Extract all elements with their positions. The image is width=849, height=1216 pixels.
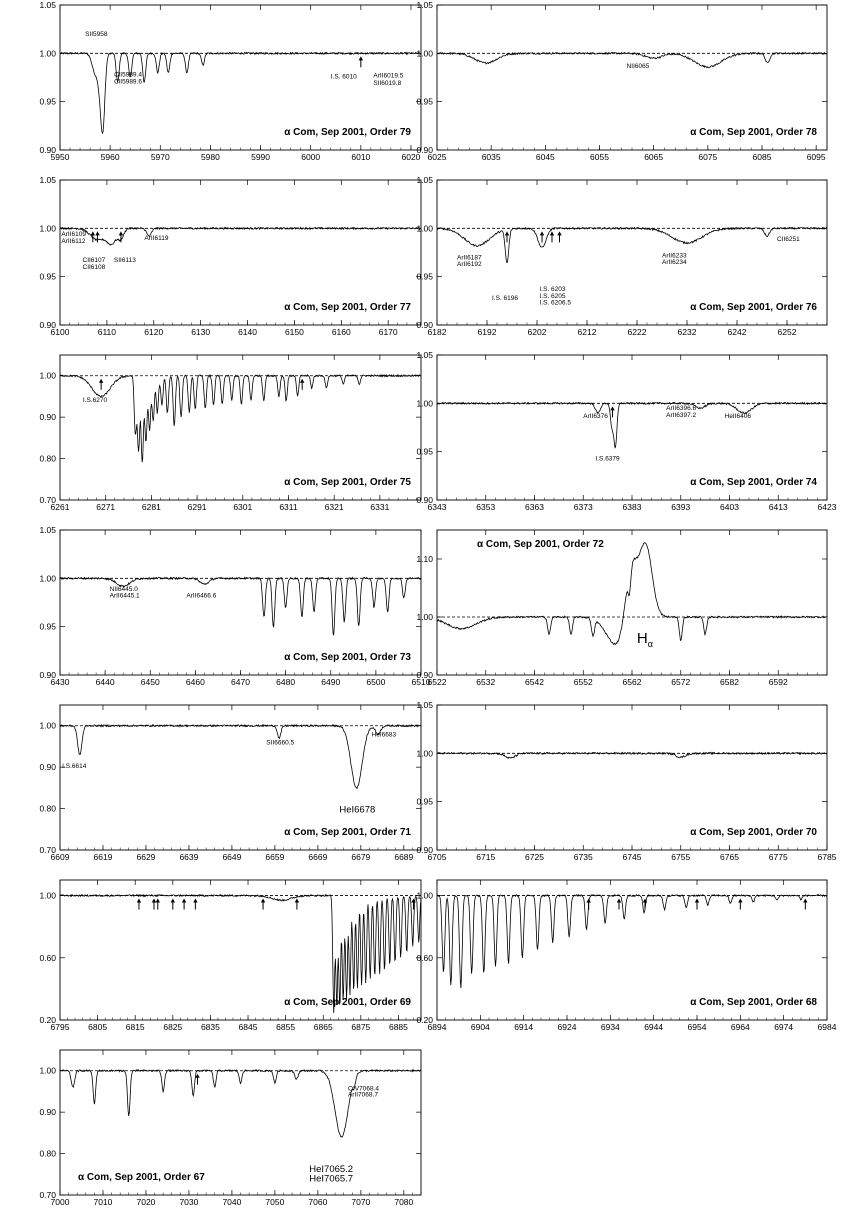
y-tick-label: 0.90: [416, 495, 433, 505]
line-annotation: I.S. 6196: [492, 294, 519, 302]
x-tick-label: 6150: [284, 327, 304, 337]
line-annotation: I.S. 6205: [539, 292, 566, 300]
chart-panel-4: [416, 175, 827, 337]
x-tick-label: 6619: [93, 852, 113, 862]
y-tick-label: 0.80: [39, 453, 56, 464]
x-tick-label: 6045: [535, 152, 555, 162]
line-annotation: ClI5989.4: [114, 71, 142, 79]
x-tick-label: 6924: [557, 1022, 577, 1032]
chart-panel-13: [39, 1050, 421, 1207]
x-tick-label: 6490: [321, 677, 341, 687]
x-tick-label: 6805: [88, 1022, 108, 1032]
line-annotation: I.S.6270: [82, 396, 108, 404]
x-tick-label: 6755: [671, 852, 691, 862]
y-tick-label: 1.00: [416, 48, 433, 59]
x-tick-label: 6532: [476, 677, 496, 687]
line-annotation: ArII6396.6: [666, 405, 697, 413]
x-tick-label: 6689: [394, 852, 414, 862]
chart-panel-7: [39, 525, 430, 687]
x-tick-label: 6904: [470, 1022, 490, 1032]
chart-panel-12: [416, 880, 836, 1032]
y-tick-label: 1.00: [39, 720, 56, 731]
x-tick-label: 6430: [50, 677, 70, 687]
x-tick-label: 7010: [93, 1197, 113, 1207]
x-tick-label: 6735: [573, 852, 593, 862]
line-annotation: CII6108: [82, 263, 106, 271]
x-tick-label: 6110: [97, 327, 117, 337]
x-tick-label: 6845: [238, 1022, 258, 1032]
x-tick-label: 6480: [276, 677, 296, 687]
x-tick-label: 6130: [191, 327, 211, 337]
x-tick-label: 6964: [730, 1022, 750, 1032]
x-tick-label: 6331: [370, 502, 390, 512]
x-tick-label: 6170: [378, 327, 398, 337]
x-tick-label: 6954: [687, 1022, 707, 1032]
y-tick-label: 1.00: [416, 223, 433, 234]
line-annotation: SII6113: [113, 257, 136, 265]
x-tick-label: 5980: [200, 152, 220, 162]
x-tick-label: 6182: [427, 327, 447, 337]
chart-title: α Com, Sep 2001, Order 71: [284, 827, 411, 838]
x-tick-label: 7070: [351, 1197, 371, 1207]
line-annotation: ClI5989.6: [114, 78, 142, 86]
y-tick-label: 1.05: [416, 175, 433, 185]
x-tick-label: 6301: [233, 502, 253, 512]
x-tick-label: 6765: [720, 852, 739, 862]
x-tick-label: 6363: [525, 502, 544, 512]
chart-title: α Com, Sep 2001, Order 70: [690, 827, 817, 838]
chart-panel-8: [416, 530, 827, 687]
x-tick-label: 6639: [179, 852, 199, 862]
x-tick-label: 6065: [644, 152, 664, 162]
y-tick-label: 0.20: [416, 1015, 433, 1025]
line-annotation: ArII6445.1: [109, 592, 140, 600]
x-tick-label: 6393: [671, 502, 691, 512]
line-annotation: OIV7068.4: [347, 1085, 380, 1093]
x-tick-label: 6875: [351, 1022, 371, 1032]
y-tick-label: 0.95: [39, 271, 56, 282]
x-tick-label: 6795: [50, 1022, 70, 1032]
line-annotation: ArII6233: [662, 252, 687, 260]
line-annotation: CII6251: [777, 235, 800, 243]
x-tick-label: 6542: [525, 677, 544, 687]
x-tick-label: 6572: [671, 677, 691, 687]
line-annotation: I.S.6614: [62, 762, 87, 770]
plot-frame: [437, 530, 827, 675]
x-tick-label: 6252: [777, 327, 797, 337]
x-tick-label: 6450: [140, 677, 160, 687]
chart-panel-6: [416, 350, 836, 512]
x-tick-label: 6914: [514, 1022, 534, 1032]
chart-title: α Com, Sep 2001, Order 78: [690, 127, 817, 138]
x-tick-label: 6403: [720, 502, 739, 512]
x-tick-label: 6120: [144, 327, 164, 337]
line-annotation: I.S. 6010: [330, 73, 357, 81]
y-tick-label: 1.00: [39, 223, 56, 234]
x-tick-label: 7040: [222, 1197, 242, 1207]
chart-panel-1: [39, 0, 421, 162]
x-tick-label: 6010: [351, 152, 371, 162]
x-tick-label: 6934: [600, 1022, 620, 1032]
x-tick-label: 7000: [50, 1197, 70, 1207]
y-tick-label: 0.80: [39, 1148, 56, 1159]
x-tick-label: 7080: [394, 1197, 414, 1207]
y-tick-label: 0.90: [416, 845, 433, 855]
x-tick-label: 5970: [150, 152, 170, 162]
y-tick-label: 0.95: [416, 96, 433, 107]
line-annotation: ArII6019.5: [373, 72, 404, 80]
y-tick-label: 1.00: [39, 573, 56, 584]
x-tick-label: 7060: [308, 1197, 328, 1207]
line-annotation: HeI6678: [339, 804, 376, 816]
y-tick-label: 0.70: [39, 1190, 56, 1200]
y-tick-label: 1.00: [39, 48, 56, 59]
chart-panel-2: [416, 0, 827, 162]
x-tick-label: 6000: [301, 152, 321, 162]
line-annotation: ArII6376: [583, 412, 608, 420]
y-tick-label: 0.70: [39, 495, 56, 505]
x-tick-label: 6825: [163, 1022, 183, 1032]
x-tick-label: 6552: [573, 677, 593, 687]
x-tick-label: 6202: [527, 327, 547, 337]
x-tick-label: 6291: [187, 502, 207, 512]
line-annotation: CII6107: [82, 257, 106, 265]
x-tick-label: 5960: [100, 152, 120, 162]
y-tick-label: 0.90: [416, 670, 433, 680]
x-tick-label: 6383: [622, 502, 642, 512]
x-tick-label: 6321: [324, 502, 344, 512]
x-tick-label: 6974: [774, 1022, 794, 1032]
x-tick-label: 6592: [768, 677, 788, 687]
line-annotation: HeI6683: [371, 731, 397, 739]
x-tick-label: 6192: [477, 327, 497, 337]
line-annotation: ArII6109: [61, 231, 86, 239]
x-tick-label: 6100: [50, 327, 70, 337]
chart-panel-3: [39, 175, 421, 337]
x-tick-label: 6271: [96, 502, 116, 512]
y-tick-label: 0.90: [39, 412, 56, 423]
chart-title: α Com, Sep 2001, Order 67: [78, 1172, 205, 1183]
y-tick-label: 0.20: [39, 1015, 56, 1025]
y-tick-label: 0.90: [39, 145, 56, 155]
chart-title: α Com, Sep 2001, Order 74: [690, 477, 817, 488]
line-annotation: ArII6187: [457, 254, 482, 262]
x-tick-label: 6835: [200, 1022, 220, 1032]
x-tick-label: 6659: [265, 852, 285, 862]
x-tick-label: 5990: [251, 152, 271, 162]
chart-panel-11: [39, 880, 421, 1032]
y-tick-label: 1.00: [416, 398, 433, 409]
y-tick-label: 1.05: [416, 350, 433, 360]
x-tick-label: 5950: [50, 152, 70, 162]
x-tick-label: 6775: [768, 852, 788, 862]
line-annotation: I.S.6379: [595, 455, 620, 463]
x-tick-label: 6095: [806, 152, 826, 162]
x-tick-label: 6440: [95, 677, 115, 687]
x-tick-label: 6815: [125, 1022, 145, 1032]
line-annotation: SII6019.8: [373, 80, 402, 88]
x-tick-label: 6222: [627, 327, 647, 337]
line-annotation: NII6445.0: [109, 585, 138, 593]
y-tick-label: 1.05: [39, 525, 56, 535]
chart-panel-10: [416, 700, 836, 862]
line-annotation: ArII6112: [61, 237, 86, 245]
x-tick-label: 6423: [817, 502, 837, 512]
y-tick-label: 1.10: [416, 554, 433, 564]
y-tick-label: 0.90: [39, 670, 56, 680]
y-tick-label: 1.05: [416, 700, 433, 710]
x-tick-label: 6715: [476, 852, 496, 862]
x-tick-label: 6609: [50, 852, 70, 862]
x-tick-label: 6140: [238, 327, 257, 337]
x-tick-label: 6212: [577, 327, 597, 337]
x-tick-label: 6562: [622, 677, 642, 687]
line-annotation: ArII6119: [144, 234, 169, 242]
y-tick-label: 0.95: [39, 96, 56, 107]
line-annotation: ArII6192: [457, 261, 482, 269]
x-tick-label: 7050: [265, 1197, 285, 1207]
y-tick-label: 0.95: [416, 446, 433, 457]
x-tick-label: 6944: [644, 1022, 664, 1032]
line-annotation: HeI7065.7: [309, 1173, 354, 1185]
y-tick-label: 0.90: [39, 1107, 56, 1118]
x-tick-label: 6413: [768, 502, 788, 512]
x-tick-label: 6500: [366, 677, 386, 687]
x-tick-label: 6894: [427, 1022, 447, 1032]
x-tick-label: 6242: [727, 327, 747, 337]
x-tick-label: 6470: [231, 677, 250, 687]
y-tick-label: 1.00: [39, 1065, 56, 1076]
x-tick-label: 6705: [427, 852, 447, 862]
y-tick-label: 0.90: [39, 762, 56, 773]
y-tick-label: 0.70: [39, 845, 56, 855]
y-tick-label: 1.05: [39, 175, 56, 185]
y-tick-label: 1.00: [39, 370, 56, 381]
line-annotation: ArII6466.6: [186, 592, 217, 600]
x-tick-label: 6629: [136, 852, 156, 862]
line-annotation: SII6660.5: [266, 739, 295, 747]
y-tick-label: 0.90: [416, 320, 433, 330]
chart-title: α Com, Sep 2001, Order 69: [284, 997, 411, 1008]
x-tick-label: 6373: [573, 502, 593, 512]
x-tick-label: 6160: [331, 327, 351, 337]
x-tick-label: 6885: [388, 1022, 408, 1032]
x-tick-label: 6649: [222, 852, 242, 862]
chart-title: α Com, Sep 2001, Order 68: [690, 997, 817, 1008]
line-annotation: ArII6397.2: [666, 411, 697, 419]
x-tick-label: 6582: [720, 677, 739, 687]
x-tick-label: 6669: [308, 852, 328, 862]
x-tick-label: 6261: [50, 502, 70, 512]
x-tick-label: 6353: [476, 502, 496, 512]
x-tick-label: 6510: [411, 677, 431, 687]
chart-title: α Com, Sep 2001, Order 75: [284, 477, 411, 488]
y-tick-label: 0.90: [416, 145, 433, 155]
x-tick-label: 6343: [427, 502, 447, 512]
y-tick-label: 0.60: [416, 952, 433, 963]
y-tick-label: 1.05: [39, 0, 56, 10]
x-tick-label: 6085: [752, 152, 772, 162]
x-tick-label: 6725: [525, 852, 544, 862]
x-tick-label: 6745: [622, 852, 642, 862]
line-annotation: I.S. 6206.5: [539, 299, 571, 307]
x-tick-label: 6232: [677, 327, 697, 337]
line-annotation: NII6065: [626, 62, 650, 70]
x-tick-label: 7020: [136, 1197, 156, 1207]
chart-panel-9: [39, 705, 421, 862]
x-tick-label: 6020: [401, 152, 421, 162]
x-tick-label: 6311: [279, 502, 298, 512]
y-tick-label: 1.00: [39, 890, 56, 901]
x-tick-label: 6865: [313, 1022, 333, 1032]
x-tick-label: 6679: [351, 852, 371, 862]
chart-title: α Com, Sep 2001, Order 73: [284, 652, 411, 663]
x-tick-label: 6855: [276, 1022, 296, 1032]
line-annotation: SII5958: [85, 30, 108, 38]
annotation-subscript: α: [647, 639, 653, 650]
chart-title: α Com, Sep 2001, Order 76: [690, 302, 817, 313]
y-tick-label: 1.00: [416, 748, 433, 759]
y-tick-label: 0.95: [416, 271, 433, 282]
y-tick-label: 0.90: [39, 320, 56, 330]
y-tick-label: 0.95: [416, 796, 433, 807]
line-annotation: ArII7068.7: [347, 1091, 378, 1099]
x-tick-label: 6281: [141, 502, 161, 512]
line-annotation: HeI7065.2: [309, 1164, 354, 1176]
y-tick-label: 1.00: [416, 612, 433, 622]
y-tick-label: 0.60: [39, 952, 56, 963]
y-tick-label: 1.05: [416, 0, 433, 10]
x-tick-label: 6984: [817, 1022, 837, 1032]
line-annotation: $H_\alpha$: [636, 630, 653, 650]
x-tick-label: 6460: [185, 677, 205, 687]
x-tick-label: 7030: [179, 1197, 199, 1207]
line-annotation: HeII6406: [724, 412, 752, 420]
y-tick-label: 0.95: [39, 621, 56, 632]
chart-title: α Com, Sep 2001, Order 72: [477, 539, 604, 550]
x-tick-label: 6025: [427, 152, 447, 162]
x-tick-label: 6785: [817, 852, 837, 862]
line-annotation: I.S. 6203: [539, 286, 566, 294]
chart-title: α Com, Sep 2001, Order 79: [284, 127, 411, 138]
line-annotation: ArII6234: [662, 259, 687, 267]
x-tick-label: 6522: [427, 677, 447, 687]
y-tick-label: 1.00: [416, 890, 433, 901]
y-tick-label: 0.80: [39, 803, 56, 814]
chart-panel-5: [39, 355, 421, 512]
x-tick-label: 6075: [698, 152, 718, 162]
x-tick-label: 6035: [481, 152, 501, 162]
chart-title: α Com, Sep 2001, Order 77: [284, 302, 411, 313]
x-tick-label: 6055: [590, 152, 609, 162]
